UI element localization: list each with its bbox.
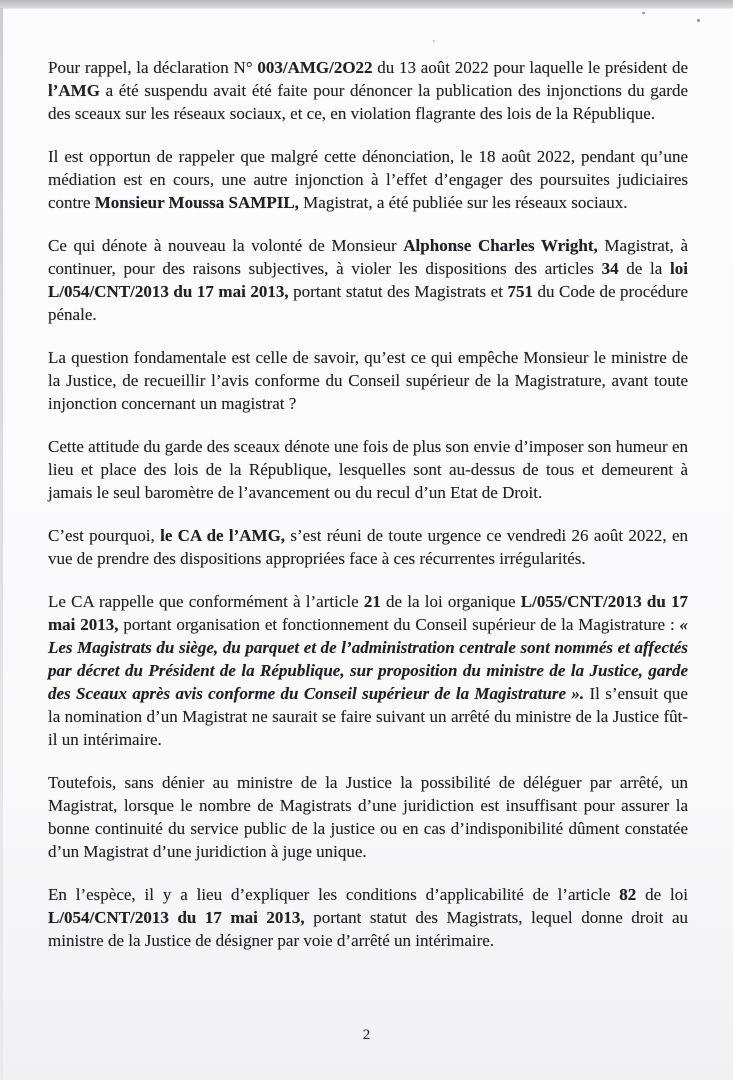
text-run: 751 <box>507 282 533 301</box>
scan-edge-left <box>0 8 3 1080</box>
text-run: loi L/054/CNT/2013 du 17 mai 2013, <box>48 259 693 301</box>
text-run: Ce qui dénote à nouveau la volonté de Monsieur <box>48 236 404 255</box>
text-run: du Code de procédure pénale. <box>48 282 693 324</box>
text-run: du 13 août 2022 pour laquelle le président de <box>372 58 693 77</box>
text-run: de la loi organique <box>380 592 521 611</box>
text-run: C’est pourquoi, <box>48 526 161 545</box>
text-run: Alphonse Charles Wright, <box>403 236 598 255</box>
text-run: Pour rappel, la déclaration N° <box>48 58 258 77</box>
scan-speck <box>697 19 700 22</box>
text-run: Le CA rappelle que conformément à l’article <box>48 592 364 611</box>
scan-edge-top <box>0 0 733 9</box>
paragraph <box>48 883 693 952</box>
text-run: Il est opportun de rappeler que malgré cette dénonciation, le 18 août 2022, pendant qu’une médiation est en cours, une autre injonction à l’effet d’engager des poursuites judiciaires contre <box>48 147 693 212</box>
paragraph <box>48 590 693 751</box>
text-run: le CA de l’AMG, <box>160 526 286 545</box>
paragraph <box>48 771 693 863</box>
scan-speck <box>642 12 645 14</box>
text-run: portant organisation et fonctionnement du Conseil supérieur de la Magistrature : <box>118 615 680 634</box>
text-run: Magistrat, a été publiée sur les réseaux sociaux. <box>298 193 628 212</box>
text-run: 21 <box>363 592 381 611</box>
paragraph <box>48 56 693 125</box>
page-number: 2 <box>362 1027 371 1043</box>
text-run: de loi <box>636 885 693 904</box>
text-run: Cette attitude du garde des sceaux dénote une fois de plus son envie d’imposer son humeur en lieu et place des lois de la République, lesquelles sont au-dessus de tous et demeurent à jamais le seul baromètre de l’avancement ou du recul d’un Etat de Droit. <box>48 437 693 502</box>
text-run: L/054/CNT/2013 du 17 mai 2013, <box>48 908 305 927</box>
scan-speck <box>433 40 435 42</box>
text-run: Magistrat, à continuer, pour des raisons subjectives, à violer les dispositions des articles <box>48 236 693 278</box>
text-run: 003/AMG/2O22 <box>257 58 373 77</box>
text-run: l’AMG <box>48 81 100 100</box>
text-run: Toutefois, sans dénier au ministre de la Justice la possibilité de déléguer par arrêté, un Magistrat, lorsque le nombre de Magistrats d’une juridiction est insuffisant pour assurer la bonne continuité du service public de la justice ou en cas d’indisponibilité dûment constatée d’un Magistrat d’une juridiction à juge unique. <box>48 773 693 861</box>
text-run: « Les Magistrats du siège, du parquet et de l’administration centrale sont nommés et affectés par décret du Président de la République, sur proposition du ministre de la Justice, garde des Sceaux après avis conforme du Conseil supérieur de la Magistrature ». <box>48 615 693 703</box>
paragraph <box>48 346 693 415</box>
text-run: portant statut des Magistrats et <box>288 282 508 301</box>
text-run: En l’espèce, il y a lieu d’expliquer les conditions d’applicabilité de l’article <box>48 885 620 904</box>
text-run: de la <box>618 259 671 278</box>
text-run: Il s’ensuit que la nomination d’un Magistrat ne saurait se faire suivant un arrêté du ministre de la Justice fût-il un intérimaire. <box>48 684 693 749</box>
text-run: L/055/CNT/2013 du 17 mai 2013, <box>48 592 693 634</box>
paragraph <box>48 435 693 504</box>
text-run: a été suspendu avait été faite pour dénoncer la publication des injonctions du garde des sceaux sur les réseaux sociaux, et ce, en violation flagrante des lois de la République. <box>48 81 693 123</box>
paragraph <box>48 145 693 214</box>
paragraph <box>48 234 693 326</box>
text-run: 82 <box>619 885 637 904</box>
paragraph <box>48 524 693 570</box>
text-run: 34 <box>601 259 619 278</box>
document-body <box>48 56 693 972</box>
text-run: La question fondamentale est celle de savoir, qu’est ce qui empêche Monsieur le ministre de la Justice, de recueillir l’avis conforme du Conseil supérieur de la Magistrature, avant toute injonction concernant un magistrat ? <box>48 348 693 413</box>
text-run: Monsieur Moussa SAMPIL, <box>94 193 299 212</box>
text-run: s’est réuni de toute urgence ce vendredi 26 août 2022, en vue de prendre des dispositions appropriées face à ces récurrentes irrégularités. <box>48 526 693 568</box>
text-run: portant statut des Magistrats, lequel donne droit au ministre de la Justice de désigner par voie d’arrêté un intérimaire. <box>48 908 693 950</box>
